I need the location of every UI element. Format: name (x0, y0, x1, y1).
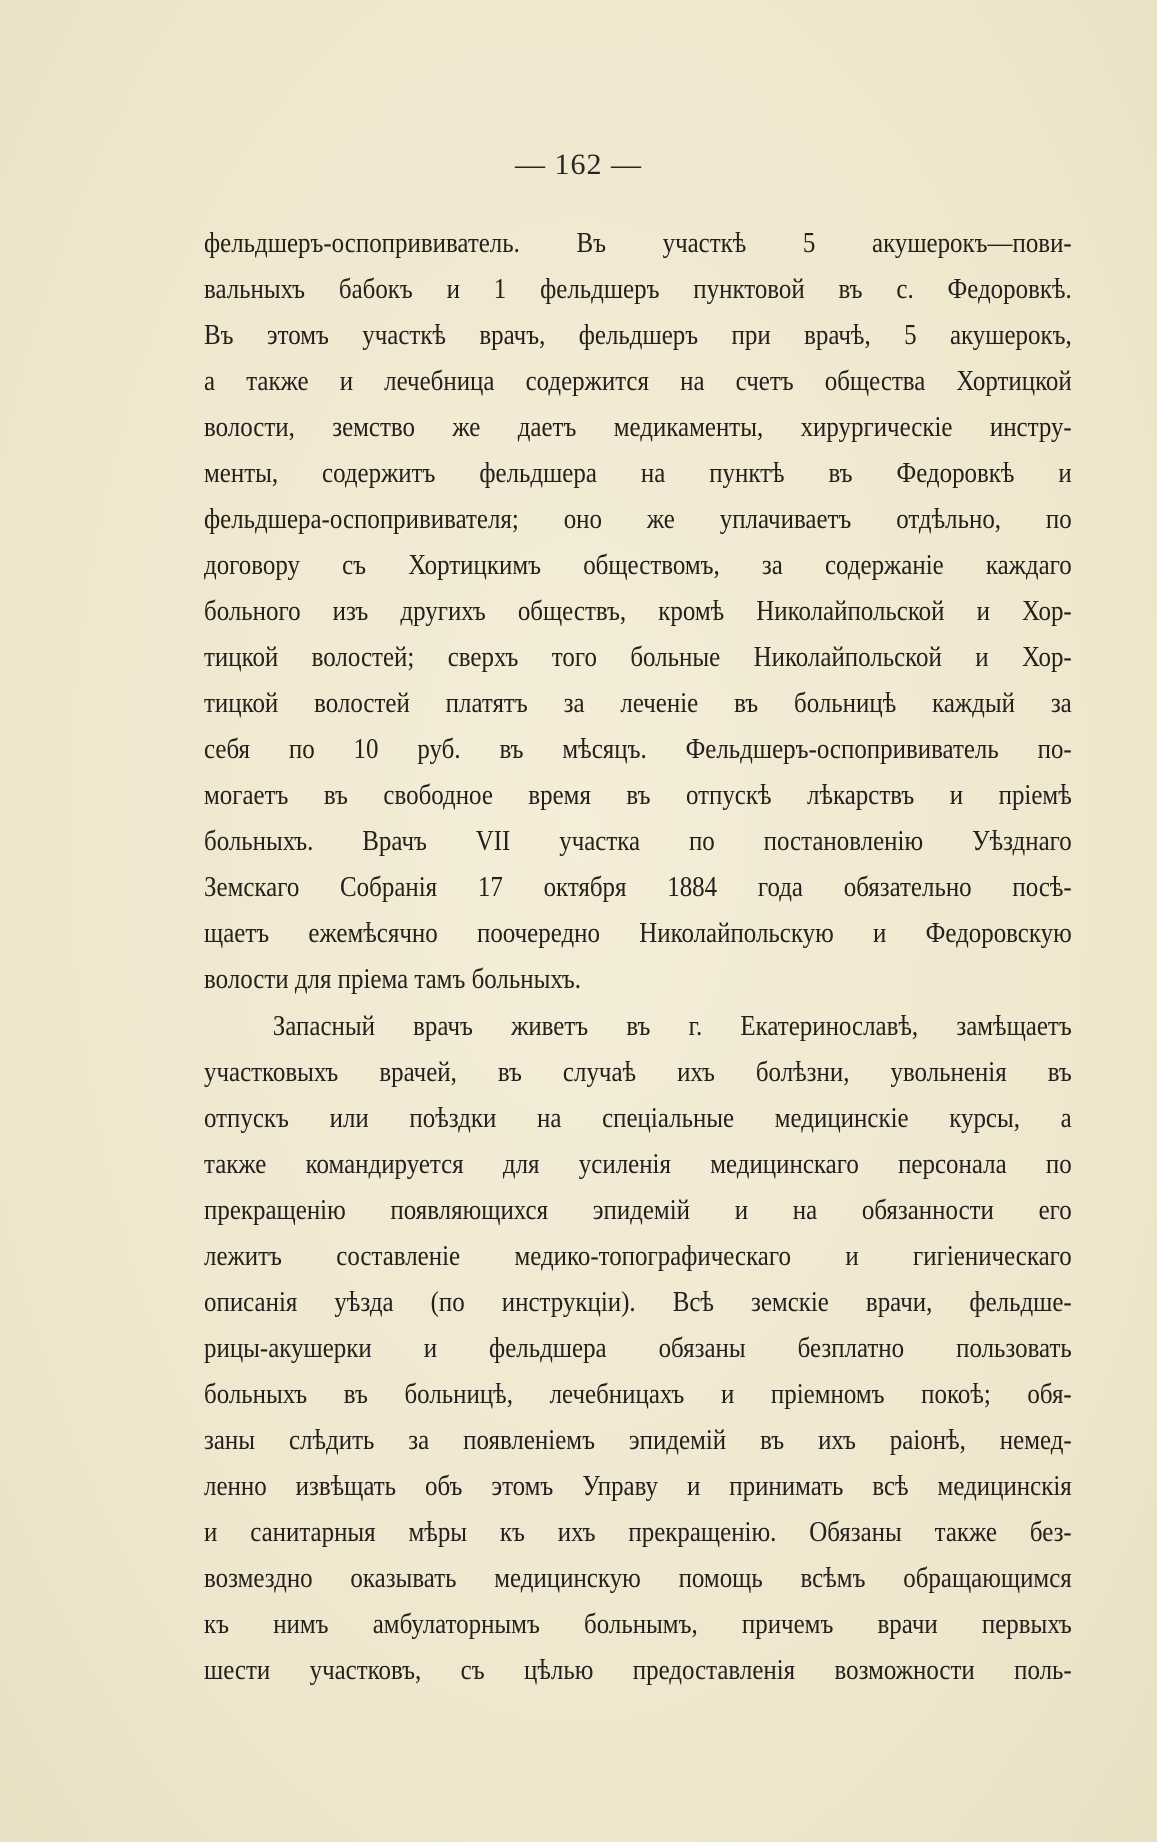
text-line: волости, земство же даетъ медикаменты, хирургическіе инстру- (204, 411, 1072, 443)
text-line: фельдшеръ-оспопрививатель. Въ участкѣ 5 акушерокъ—пови- (204, 227, 1072, 259)
text-line: тицкой волостей платятъ за леченіе въ больницѣ каждый за (204, 687, 1072, 719)
text-line: лежитъ составленіе медико-топографическаго и гигіеническаго (204, 1240, 1072, 1272)
text-line: себя по 10 руб. въ мѣсяцъ. Фельдшеръ-оспопрививатель по- (204, 733, 1072, 765)
text-line: описанія уѣзда (по инструкціи). Всѣ земскіе врачи, фельдше- (204, 1286, 1072, 1318)
text-line: также командируется для усиленія медицинскаго персонала по (204, 1148, 1072, 1180)
paragraph-1 (204, 220, 1072, 1002)
text-line: больныхъ. Врачъ VII участка по постановленію Уѣзднаго (204, 825, 1072, 857)
text-line: менты, содержитъ фельдшера на пунктѣ въ Федоровкѣ и (204, 457, 1072, 489)
text-line: договору съ Хортицкимъ обществомъ, за содержаніе каждаго (204, 549, 1072, 581)
text-line: шести участковъ, съ цѣлью предоставленія возможности поль- (204, 1654, 1072, 1686)
text-line: Земскаго Собранія 17 октября 1884 года обязательно посѣ- (204, 871, 1072, 903)
text-line: заны слѣдить за появленіемъ эпидемій въ ихъ раіонѣ, немед- (204, 1424, 1072, 1456)
text-line: больного изъ другихъ обществъ, кромѣ Николайпольской и Хор- (204, 595, 1072, 627)
text-line: отпускъ или поѣздки на спеціальные медицинскіе курсы, а (204, 1102, 1072, 1134)
text-line: могаетъ въ свободное время въ отпускѣ лѣкарствъ и пріемѣ (204, 779, 1072, 811)
text-line: возмездно оказывать медицинскую помощь всѣмъ обращающимся (204, 1562, 1072, 1594)
text-line: вальныхъ бабокъ и 1 фельдшеръ пунктовой въ с. Федоровкѣ. (204, 273, 1072, 305)
text-line: волости для пріема тамъ больныхъ. (204, 963, 582, 995)
text-line: Въ этомъ участкѣ врачъ, фельдшеръ при врачѣ, 5 акушерокъ, (204, 319, 1072, 351)
text-line: рицы-акушерки и фельдшера обязаны безплатно пользовать (204, 1332, 1072, 1364)
paragraph-2 (204, 1003, 1072, 1693)
text-line: Запасный врачъ живетъ въ г. Екатеринославѣ, замѣщаетъ (272, 1010, 1072, 1042)
page-number: — 162 — (515, 148, 642, 181)
text-line: ленно извѣщать объ этомъ Управу и принимать всѣ медицинскія (204, 1470, 1072, 1502)
text-line: щаетъ ежемѣсячно поочередно Николайпольскую и Федоровскую (204, 917, 1072, 949)
text-line: прекращенію появляющихся эпидемій и на обязанности его (204, 1194, 1072, 1226)
text-line: участковыхъ врачей, въ случаѣ ихъ болѣзни, увольненія въ (204, 1056, 1072, 1088)
text-line: тицкой волостей; сверхъ того больные Николайпольской и Хор- (204, 641, 1072, 673)
text-line: фельдшера-оспопрививателя; оно же уплачиваетъ отдѣльно, по (204, 503, 1072, 535)
text-line: къ нимъ амбулаторнымъ больнымъ, причемъ врачи первыхъ (204, 1608, 1072, 1640)
text-line: а также и лечебница содержится на счетъ общества Хортицкой (204, 365, 1072, 397)
text-line: больныхъ въ больницѣ, лечебницахъ и пріемномъ покоѣ; обя- (204, 1378, 1072, 1410)
text-line: и санитарныя мѣры къ ихъ прекращенію. Обязаны также без- (204, 1516, 1072, 1548)
